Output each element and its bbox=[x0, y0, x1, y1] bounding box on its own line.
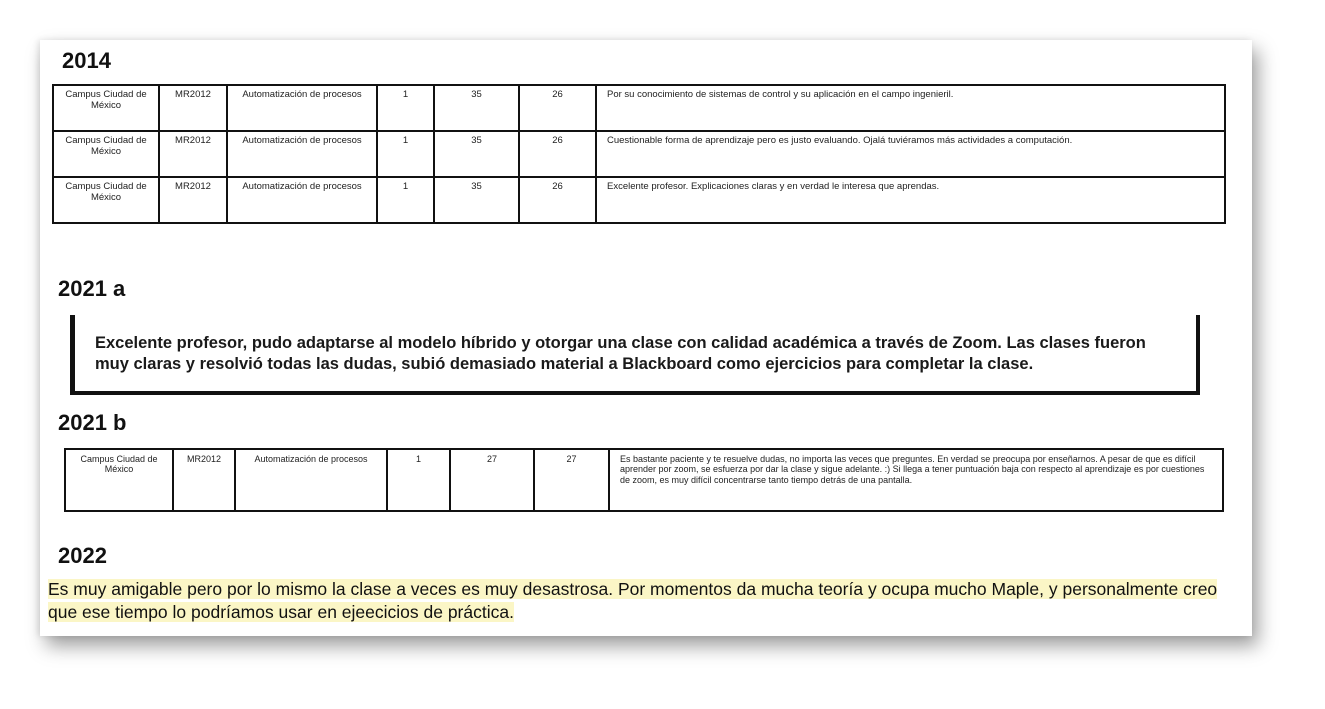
campus-cell: Campus Ciudad de México bbox=[65, 449, 173, 511]
group-cell: 1 bbox=[377, 177, 434, 223]
heading-2014: 2014 bbox=[62, 48, 111, 73]
code-cell: MR2012 bbox=[159, 177, 227, 223]
comment-cell: Excelente profesor. Explicaciones claras y en verdad le interesa que aprendas. bbox=[596, 177, 1225, 223]
group-cell: 1 bbox=[387, 449, 450, 511]
highlighted-comment: Es muy amigable pero por lo mismo la clase a veces es muy desastrosa. Por momentos da mucha teoría y ocupa mucho Maple, y personalmente creo que ese tiempo lo podríamos usar en ejeecicios de práctica. bbox=[48, 579, 1218, 622]
table-2014 bbox=[52, 84, 1226, 224]
comment-cell: Cuestionable forma de aprendizaje pero es justo evaluando. Ojalá tuviéramos más actividades a computación. bbox=[596, 131, 1225, 177]
heading-2021a: 2021 a bbox=[58, 276, 126, 301]
responses-cell: 27 bbox=[534, 449, 609, 511]
enrolled-cell: 27 bbox=[450, 449, 534, 511]
course-cell: Automatización de procesos bbox=[227, 85, 377, 131]
comment-cell: Por su conocimiento de sistemas de control y su aplicación en el campo ingenieril. bbox=[596, 85, 1225, 131]
responses-cell: 26 bbox=[519, 85, 596, 131]
table-row bbox=[53, 131, 1225, 177]
table-row bbox=[53, 85, 1225, 131]
course-cell: Automatización de procesos bbox=[227, 177, 377, 223]
group-cell: 1 bbox=[377, 131, 434, 177]
responses-cell: 26 bbox=[519, 131, 596, 177]
heading-2022: 2022 bbox=[58, 543, 107, 568]
campus-cell: Campus Ciudad de México bbox=[53, 85, 159, 131]
code-cell: MR2012 bbox=[159, 131, 227, 177]
responses-cell: 26 bbox=[519, 177, 596, 223]
enrolled-cell: 35 bbox=[434, 131, 519, 177]
enrolled-cell: 35 bbox=[434, 177, 519, 223]
table-row bbox=[65, 449, 1223, 511]
group-cell: 1 bbox=[377, 85, 434, 131]
table-2021b bbox=[64, 448, 1224, 512]
comment-cell: Es bastante paciente y te resuelve dudas, no importa las veces que preguntes. En verdad se preocupa por enseñarnos. A pesar de que es difícil aprender por zoom, se esfuerza por dar la clase y sigue adelante. :) Si llega a tener puntuación baja con respecto al aprendizaje es por cuestiones de zoom, es muy difícil concentrarse tanto tiempo detrás de una pantalla. bbox=[609, 449, 1223, 511]
document-sheet bbox=[40, 40, 1252, 636]
enrolled-cell: 35 bbox=[434, 85, 519, 131]
campus-cell: Campus Ciudad de México bbox=[53, 177, 159, 223]
table-row bbox=[53, 177, 1225, 223]
comment-2022 bbox=[48, 578, 1248, 624]
quote-2021a: Excelente profesor, pudo adaptarse al modelo híbrido y otorgar una clase con calidad académica a través de Zoom. Las clases fueron muy claras y resolvió todas las dudas, subió demasiado material a Blackboard como ejercicios para completar la clase. bbox=[70, 315, 1200, 395]
course-cell: Automatización de procesos bbox=[227, 131, 377, 177]
heading-2021b: 2021 b bbox=[58, 410, 127, 435]
code-cell: MR2012 bbox=[173, 449, 235, 511]
course-cell: Automatización de procesos bbox=[235, 449, 387, 511]
campus-cell: Campus Ciudad de México bbox=[53, 131, 159, 177]
code-cell: MR2012 bbox=[159, 85, 227, 131]
